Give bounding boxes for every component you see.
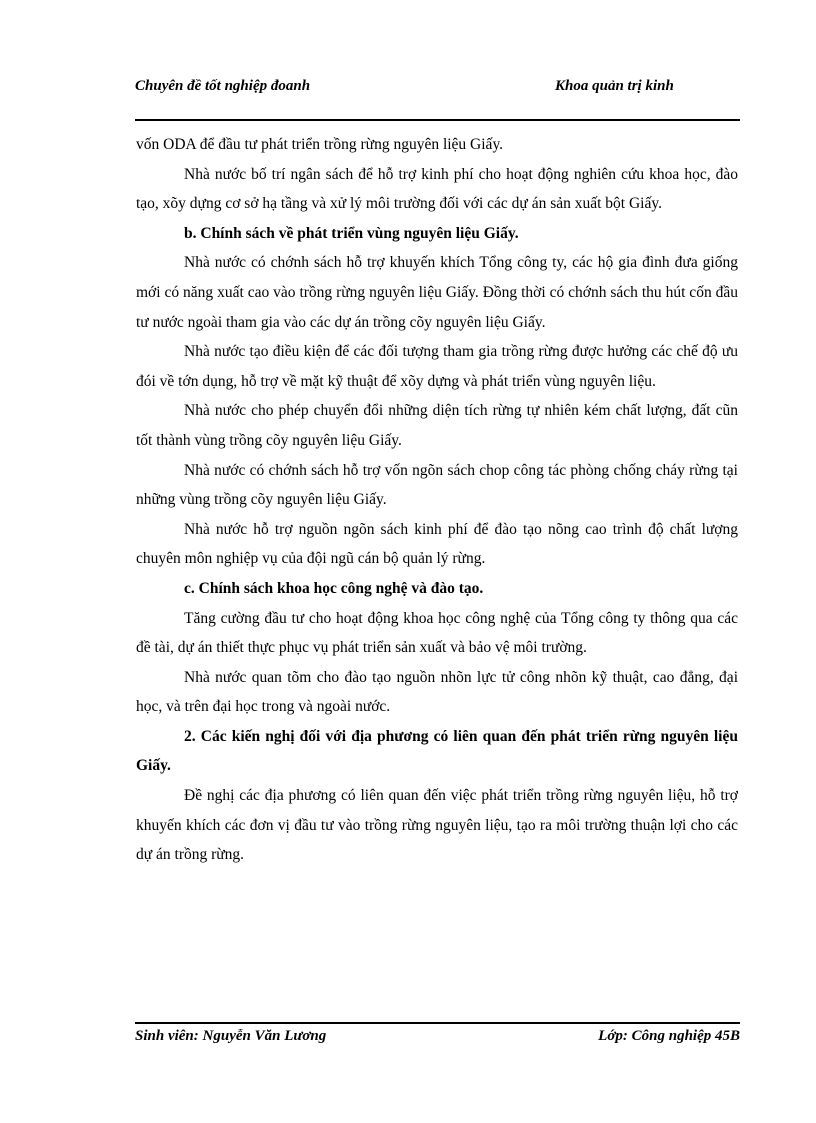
body-paragraph: Nhà nước tạo điều kiện để các đối tượng tham gia trồng rừng được hưởng các chế độ ưu đói về tớn dụng, hỗ trợ về mặt kỹ thuật để xõy dựng và phát triển vùng nguyên liệu. <box>136 343 738 390</box>
section-heading: b. Chính sách về phát triển vùng nguyên liệu Giấy. <box>184 224 519 242</box>
footer-class: Lớp: Công nghiệp 45B <box>598 1028 740 1044</box>
footer-rule <box>135 1022 740 1024</box>
page-footer <box>135 1028 740 1050</box>
header-rule <box>135 119 740 121</box>
body-paragraph: Đề nghị các địa phương có liên quan đến việc phát triển trồng rừng nguyên liệu, hỗ trợ khuyến khích các đơn vị đầu tư vào trồng rừng nguyên liệu, tạo ra môi trường thuận lợi cho các dự án trồng rừng. <box>136 787 738 864</box>
body-paragraph: Nhà nước cho phép chuyển đổi những diện tích rừng tự nhiên kém chất lượng, đất cũn tốt thành vùng trồng cõy nguyên liệu Giấy. <box>136 402 738 449</box>
body-paragraph: Nhà nước quan tõm cho đào tạo nguồn nhõn lực tử công nhõn kỹ thuật, cao đẳng, đại học, và trên đại học trong và ngoài nước. <box>136 668 738 716</box>
section-heading: c. Chính sách khoa học công nghệ và đào tạo. <box>184 579 484 597</box>
body-paragraph: Nhà nước có chớnh sách hỗ trợ khuyến khích Tổng công ty, các hộ gia đình đưa giống mới có năng xuất cao vào trồng rừng nguyên liệu Giấy. Đồng thời có chớnh sách thu hút cốn đầu tư nước ngoài tham gia vào các dự án trồng cõy nguyên liệu Giấy. <box>136 254 738 331</box>
footer-student-name: Sinh viên: Nguyễn Văn Lương <box>135 1028 327 1044</box>
header-faculty: Khoa quản trị kinh <box>555 78 674 94</box>
body-paragraph: Nhà nước hỗ trợ nguồn ngõn sách kinh phí để đào tạo nõng cao trình độ chất lượng chuyên môn nghiệp vụ của đội ngũ cán bộ quản lý rừng. <box>136 520 738 568</box>
body-paragraph: Nhà nước có chớnh sách hỗ trợ vốn ngõn sách chop công tác phòng chống cháy rừng tại những vùng trồng cõy nguyên liệu Giấy. <box>136 461 738 509</box>
body-paragraph: Tăng cường đầu tư cho hoạt động khoa học công nghệ của Tổng công ty thông qua các đề tài, dự án thiết thực phục vụ phát triển sản xuất và bảo vệ môi trường. <box>136 609 738 657</box>
body-paragraph: vốn ODA để đầu tư phát triển trồng rừng nguyên liệu Giấy. <box>136 136 504 153</box>
page-header <box>135 76 740 118</box>
body-paragraph: Nhà nước bố trí ngân sách để hỗ trợ kinh phí cho hoạt động nghiên cứu khoa học, đào tạo, xõy dựng cơ sở hạ tầng và xử lý môi trường đối với các dự án sản xuất bột Giấy. <box>136 165 738 213</box>
section-heading: 2. Các kiến nghị đối với địa phương có liên quan đến phát triển rừng nguyên liệu Giấy. <box>136 727 738 775</box>
document-body <box>136 130 738 870</box>
header-document-type: Chuyên đề tốt nghiệp đoanh <box>135 78 311 94</box>
